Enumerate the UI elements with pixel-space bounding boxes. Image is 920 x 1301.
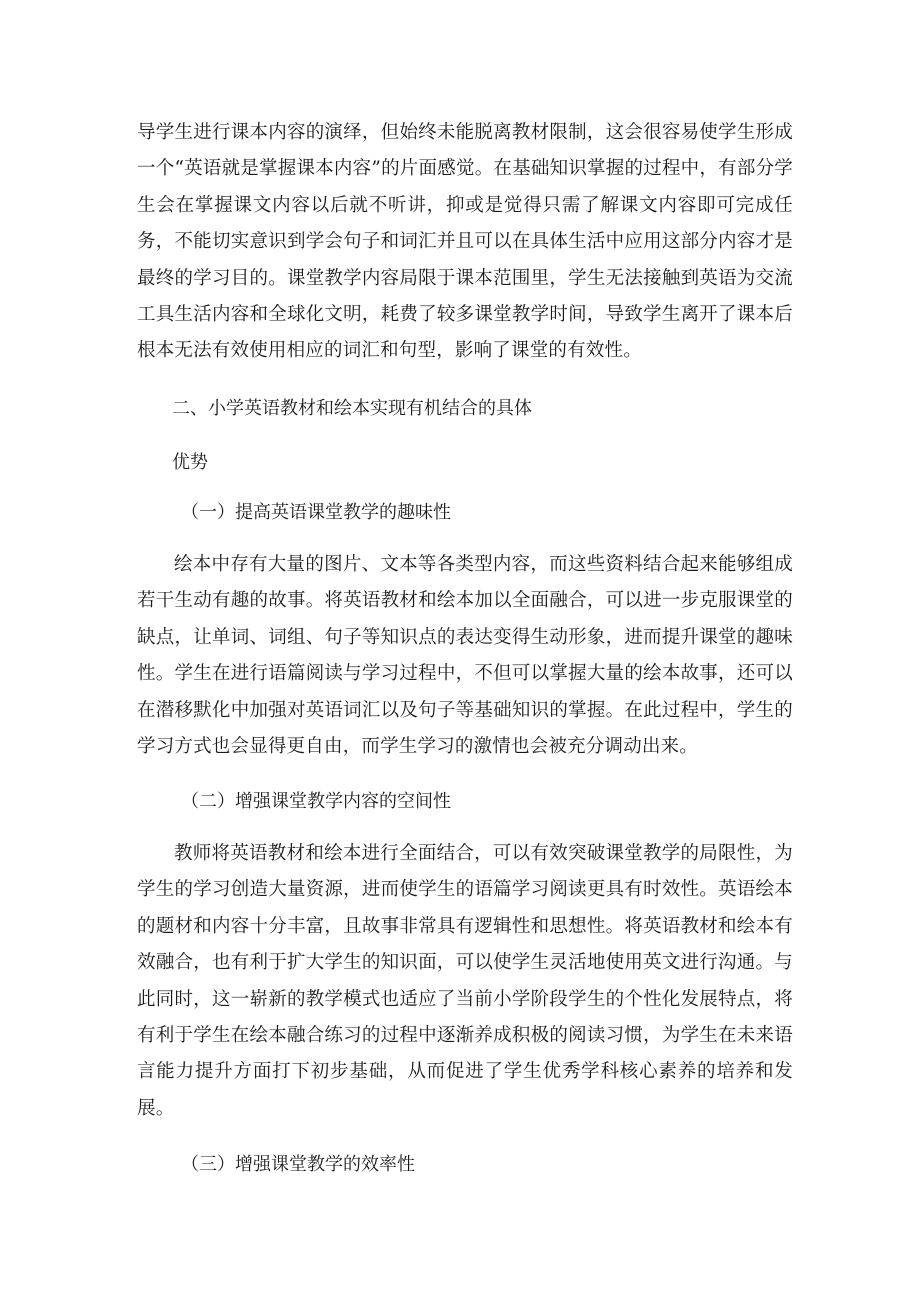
section-heading-2-continued: 优势 — [172, 452, 208, 473]
body-paragraph-continued: 导学生进行课本内容的演绎，但始终未能脱离教材限制，这会很容易使学生形成一个“英语就是掌握课本内容”的片面感觉。在基础知识掌握的过程中，有部分学生会在掌握课文内容以后就不听讲，抑或是觉得只需了解课文内容即可完成任务，不能切实意识到学会句子和词汇并且可以在具体生活中应用这部分内容才是最终的学习目的。课堂教学内容局限于课本范围里，学生无法接触到英语为交流工具生活内容和全球化文明，耗费了较多课堂教学时间，导致学生离开了课本后根本无法有效使用相应的词汇和句型，影响了课堂的有效性。 — [137, 122, 793, 362]
body-paragraph-space: 教师将英语教材和绘本进行全面结合，可以有效突破课堂教学的局限性，为学生的学习创造大量资源，进而使学生的语篇学习阅读更具有时效性。英语绘本的题材和内容十分丰富，且故事非常具有逻辑性和思想性。将英语教材和绘本有效融合，也有利于扩大学生的知识面，可以使学生灵活地使用英文进行沟通。与此同时，这一崭新的教学模式也适应了当前小学阶段学生的个性化发展特点，将有利于学生在绘本融合练习的过程中逐渐养成积极的阅读习惯，为学生在未来语言能力提升方面打下初步基础，从而促进了学生优秀学科核心素养的培养和发展。 — [137, 843, 793, 1119]
section-heading-2: 二、小学英语教材和绘本实现有机结合的具体 — [172, 398, 532, 419]
body-paragraph-interest: 绘本中存有大量的图片、文本等各类型内容，而这些资料结合起来能够组成若干生动有趣的故事。将英语教材和绘本加以全面融合，可以进一步克服课堂的缺点，让单词、词组、句子等知识点的表达变得生动形象，进而提升课堂的趣味性。学生在进行语篇阅读与学习过程中，不但可以掌握大量的绘本故事，还可以在潜移默化中加强对英语词汇以及句子等基础知识的掌握。在此过程中，学生的学习方式也会显得更自由，而学生学习的激情也会被充分调动出来。 — [137, 554, 793, 758]
subsection-heading-3: （三）增强课堂教学的效率性 — [181, 1154, 415, 1175]
subsection-heading-1: （一）提高英语课堂教学的趣味性 — [181, 502, 451, 523]
subsection-heading-2: （二）增强课堂教学内容的空间性 — [181, 791, 451, 812]
